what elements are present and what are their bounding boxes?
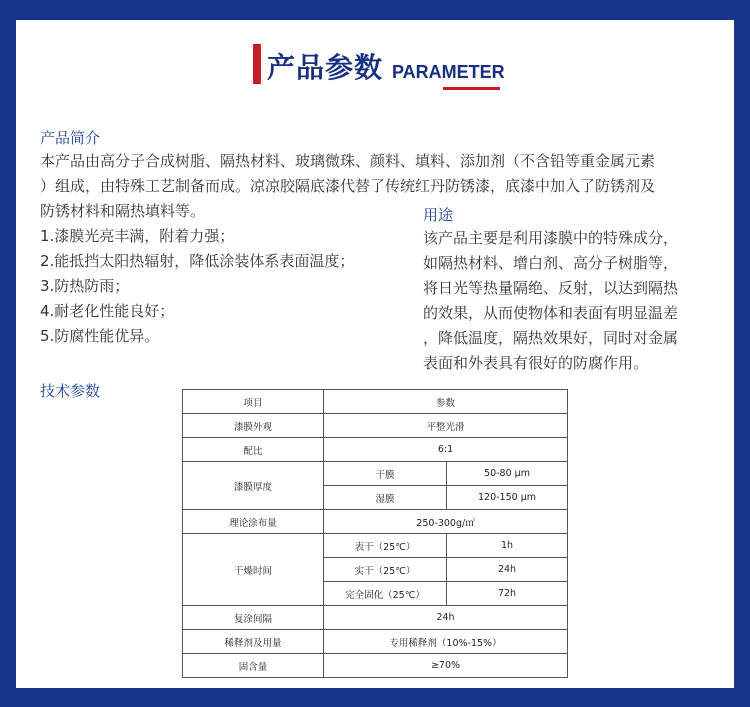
usage-line: 表面和外表具有很好的防腐作用。 [423,354,649,372]
thinner-label: 稀释剂及用量 [183,630,324,654]
usage-line: 的效果，从而使物体和表面有明显温差 [423,304,679,322]
heading-title-en: PARAMETER [392,62,505,82]
table-row [183,510,568,534]
wet-film-label: 湿膜 [324,486,447,510]
recoat-label: 复涂间隔 [183,606,324,630]
header-param-cell: 参数 [324,390,568,414]
thinner-value: 专用稀释剂（10%-15%） [324,630,568,654]
usage-line: ，降低温度，隔热效果好，同时对金属 [423,329,679,347]
table-row [183,606,568,630]
heading-accent-bar [253,44,261,84]
drying-stage-label: 表干（25℃） [324,534,447,558]
tech-label: 技术参数 [40,382,101,400]
usage-text [423,226,678,376]
usage-line: 该产品主要是利用漆膜中的特殊成分， [423,229,679,247]
dry-film-value: 50-80 μm [447,462,568,486]
drying-stage-value: 24h [447,558,568,582]
intro-text [40,149,655,224]
usage-line: 如隔热材料、增白剂、高分子树脂等， [423,254,679,272]
dry-film-label: 干膜 [324,462,447,486]
solids-value: ≥70% [324,654,568,678]
appearance-value: 平整光滑 [324,414,568,438]
intro-line: 本产品由高分子合成树脂、隔热材料、玻璃微珠、颜料、填料、添加剂（不含铅等重金属元素 [40,152,656,170]
thickness-label: 漆膜厚度 [183,462,324,510]
solids-label: 固含量 [183,654,324,678]
feature-item: 5.防腐性能优异。 [40,327,160,345]
drying-stage-value: 72h [447,582,568,606]
feature-item: 3.防热防雨； [40,277,130,295]
drying-stage-label: 实干（25℃） [324,558,447,582]
intro-line: 防锈材料和隔热填料等。 [40,202,206,220]
ratio-value: 6:1 [324,438,568,462]
coverage-value: 250-300g/㎡ [324,510,568,534]
recoat-value: 24h [324,606,568,630]
ratio-label: 配比 [183,438,324,462]
appearance-label: 漆膜外观 [183,414,324,438]
wet-film-value: 120-150 μm [447,486,568,510]
feature-item: 4.耐老化性能良好； [40,302,175,320]
section-heading [253,44,513,94]
feature-item: 2.能抵挡太阳热辐射，降低涂装体系表面温度； [40,252,355,270]
coverage-label: 理论涂布量 [183,510,324,534]
feature-item: 1.漆膜光亮丰满，附着力强； [40,227,235,245]
heading-title-cn: 产品参数 [267,51,384,84]
drying-stage-value: 1h [447,534,568,558]
table-row [183,414,568,438]
table-row [183,534,568,558]
drying-stage-label: 完全固化（25℃） [324,582,447,606]
table-header-row [183,390,568,414]
intro-label: 产品简介 [40,129,101,147]
drying-label: 干燥时间 [183,534,324,606]
tech-params-table [182,389,568,678]
header-item-cell: 项目 [183,390,324,414]
usage-label: 用途 [423,206,454,224]
table-row [183,654,568,678]
features-list [40,224,354,349]
table-row [183,438,568,462]
heading-underline [443,87,500,90]
intro-line: ）组成，由特殊工艺制备而成。凉凉胶隔底漆代替了传统红丹防锈漆，底漆中加入了防锈剂及 [40,177,656,195]
table-row [183,462,568,486]
usage-line: 将日光等热量隔绝、反射，以达到隔热 [423,279,679,297]
table-row [183,630,568,654]
